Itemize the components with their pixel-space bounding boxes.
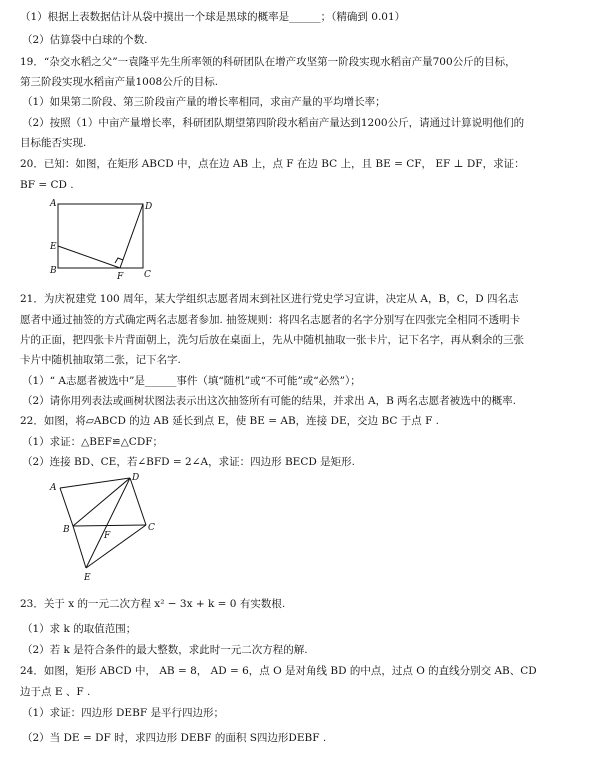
text-line-q19-cont: 第三阶段实现水稻亩产量1008公斤的目标.: [20, 76, 219, 88]
text-line-q23: 23．关于 x 的一元二次方程 x² − 3x + k = 0 有实数根.: [20, 598, 286, 610]
text-line-q18-2: （2）估算袋中白球的个数.: [22, 34, 148, 46]
point-c-label: C: [144, 270, 151, 280]
text-line-q21-cont1: 愿者中通过抽签的方式确定两名志愿者参加. 抽签规则：将四名志愿者的名字分别写在四张完全相同不透明卡: [20, 314, 521, 326]
text-line-q24-cont: 边于点 E 、F .: [20, 686, 91, 698]
text-line-q21: 21．为庆祝建党 100 周年，某大学组织志愿者周末到社区进行党史学习宣讲，决定从 A，B，C，D 四名志: [20, 293, 519, 305]
text-line-q23-2: （2）若 k 是符合条件的最大整数，求此时一元二次方程的解.: [22, 644, 308, 656]
text-line-q23-1: （1）求 k 的取值范围；: [22, 623, 137, 635]
point-a-label: A: [50, 199, 57, 209]
text-line-q24-1: （1）求证：四边形 DEBF 是平行四边形；: [22, 707, 224, 719]
text-line-q19: 19．“杂交水稻之父”一袁隆平先生所率领的科研团队在增产攻坚第一阶段实现水稻亩产量700公斤的目标，: [20, 56, 516, 68]
point-d-label: D: [132, 473, 140, 483]
text-line-q20: 20．已知：如图，在矩形 ABCD 中，点在边 AB 上，点 F 在边 BC 上，且 BE = CF， EF ⊥ DF，求证：: [20, 158, 525, 170]
point-c-label: C: [148, 523, 155, 533]
point-e-label: E: [50, 242, 57, 252]
figure-q20-rectangle: [48, 196, 158, 282]
point-b-label: B: [63, 525, 70, 535]
text-line-q22-2: （2）连接 BD、CE，若∠BFD = 2∠A，求证：四边形 BECD 是矩形.: [22, 456, 355, 468]
point-f-label: F: [104, 531, 111, 541]
text-line-q21-1: （1）“ A志愿者被选中”是______事件（填“随机”或“不可能”或“必然”）；: [22, 375, 361, 387]
point-e-label: E: [84, 573, 91, 583]
text-line-q18-1: （1）根据上表数据估计从袋中摸出一个球是黑球的概率是______；（精确到 0.01）: [20, 11, 406, 23]
text-line-q21-cont2: 片的正面，把四张卡片背面朝上，洗匀后放在桌面上，先从中随机抽取一张卡片，记下名字，再从剩余的三张: [20, 334, 524, 346]
text-line-q19-1: （1）如果第二阶段、第三阶段亩产量的增长率相同，求亩产量的平均增长率；: [22, 96, 386, 108]
text-line-q19-2-cont: 目标能否实现.: [20, 137, 87, 149]
text-line-q21-cont3: 卡片中随机抽取第二张，记下名字.: [20, 354, 181, 366]
text-line-q19-2: （2）按照（1）中亩产量增长率，科研团队期望第四阶段水稻亩产量达到1200公斤，请通过计算说明他们的: [22, 117, 525, 129]
point-b-label: B: [50, 266, 57, 276]
text-line-q20-cont: BF = CD .: [20, 179, 74, 191]
point-f-label: F: [117, 272, 124, 282]
text-line-q22: 22．如图，将▱ABCD 的边 AB 延长到点 E，使 BE = AB，连接 DE，交边 BC 于点 F .: [20, 415, 440, 427]
text-line-q22-1: （1）求证：△BEF≌△CDF；: [22, 436, 164, 448]
text-line-q21-2: （2）请你用列表法或画树状图法表示出这次抽签所有可能的结果，并求出 A，B 两名志愿者被选中的概率.: [22, 395, 516, 407]
point-a-label: A: [50, 483, 57, 493]
text-line-q24: 24．如图，矩形 ABCD 中， AB = 8， AD = 6，点 O 是对角线 BD 的中点，过点 O 的直线分别交 AB、CD: [20, 665, 537, 677]
figure-q22-parallelogram: [46, 470, 166, 584]
text-line-q24-2: （2）当 DE = DF 时，求四边形 DEBF 的面积 S四边形DEBF .: [22, 732, 327, 744]
point-d-label: D: [145, 202, 153, 212]
